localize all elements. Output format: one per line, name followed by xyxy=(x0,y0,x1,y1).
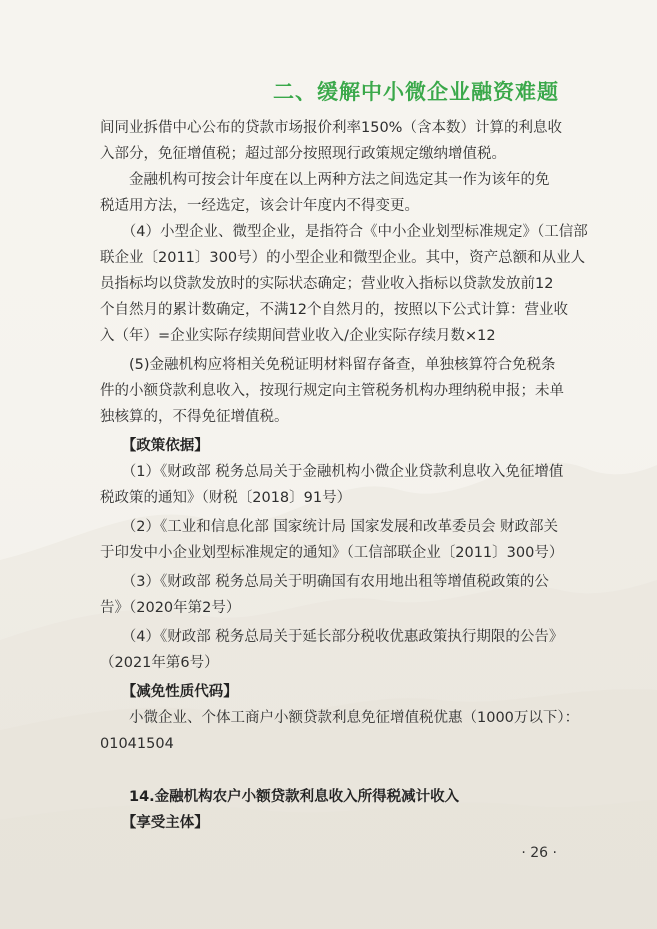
body-line: （2）《工业和信息化部 国家统计局 国家发展和改革委员会 财政部关 xyxy=(100,519,559,535)
body-line: 入部分，免征增值税；超过部分按照现行政策规定缴纳增值税。 xyxy=(100,146,506,162)
body-line: （1）《财政部 税务总局关于金融机构小微企业贷款利息收入免征增值 xyxy=(100,464,564,480)
heading-policy-basis: 【政策依据】 xyxy=(100,438,209,454)
body-line: 独核算的，不得免征增值税。 xyxy=(100,409,289,425)
body-line: （4）小型企业、微型企业，是指符合《中小企业划型标准规定》（工信部 xyxy=(100,224,588,240)
body-line: 于印发中小企业划型标准规定的通知》（工信部联企业〔2011〕300号） xyxy=(100,545,564,561)
body-line: 个自然月的累计数确定，不满12个自然月的，按照以下公式计算：营业收 xyxy=(100,302,568,318)
body-line: 员指标均以贷款发放时的实际状态确定；营业收入指标以贷款发放前12 xyxy=(100,276,554,292)
body-line: 税政策的通知》（财税〔2018〕91号） xyxy=(100,490,352,506)
heading-reduction-code: 【减免性质代码】 xyxy=(100,684,238,700)
body-line: 间同业拆借中心公布的贷款市场报价利率150%（含本数）计算的利息收 xyxy=(100,120,562,136)
body-line: 税适用方法，一经选定，该会计年度内不得变更。 xyxy=(100,198,419,214)
body-line: 小微企业、个体工商户小额贷款利息免征增值税优惠（1000万以下）： xyxy=(100,710,580,726)
body-line: （3）《财政部 税务总局关于明确国有农用地出租等增值税政策的公 xyxy=(100,574,549,590)
body-line: 01041504 xyxy=(100,736,174,752)
body-line: 告》（2020年第2号） xyxy=(100,600,241,616)
body-line: 入（年）=企业实际存续期间营业收入/企业实际存续月数×12 xyxy=(100,328,496,344)
body-line: 金融机构可按会计年度在以上两种方法之间选定其一作为该年的免 xyxy=(100,172,550,188)
item-heading: 14.金融机构农户小额贷款利息收入所得税减计收入 xyxy=(100,789,460,805)
heading-beneficiary: 【享受主体】 xyxy=(100,815,209,831)
page-number: · 26 · xyxy=(521,845,557,861)
body-line: (5)金融机构应将相关免税证明材料留存备查，单独核算符合免税条 xyxy=(100,357,556,373)
section-title: 二、缓解中小微企业融资难题 xyxy=(273,80,559,104)
body-line: （4）《财政部 税务总局关于延长部分税收优惠政策执行期限的公告》 xyxy=(100,629,564,645)
body-line: 件的小额贷款利息收入，按现行规定向主管税务机构办理纳税申报；未单 xyxy=(100,383,564,399)
body-line: （2021年第6号） xyxy=(100,655,219,671)
body-line: 联企业〔2011〕300号）的小型企业和微型企业。其中，资产总额和从业人 xyxy=(100,250,586,266)
